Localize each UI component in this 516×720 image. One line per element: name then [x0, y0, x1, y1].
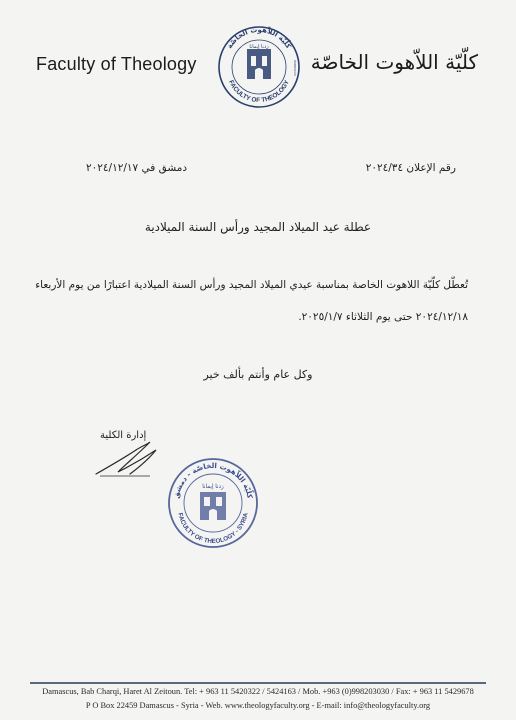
- footer-divider: [30, 682, 486, 684]
- announcement-number: رقم الإعلان ٢٠٢٤/٣٤: [365, 162, 456, 174]
- letter-subject: عطلة عيد الميلاد المجيد ورأس السنة الميلادية: [144, 220, 372, 234]
- handwritten-signature: [90, 436, 168, 480]
- faculty-name-arabic: كلّيّة اللاّهوت الخاصّة: [310, 50, 478, 74]
- faculty-name-english: Faculty of Theology: [36, 54, 197, 74]
- footer-address-line: Damascus, Bab Charqi, Haret Al Zeitoun. Tel: + 963 11 5420322 / 5424163 / Mob. +963 (0)998203030 / Fax: + 963 11 5429678: [42, 687, 474, 696]
- stamp-motto: زدنا إيمانا: [202, 484, 224, 490]
- stamp-english-text: FACULTY OF THEOLOGY - SYRIA: [176, 512, 250, 546]
- footer-contact-line: P O Box 22459 Damascus - Syria - Web. www.theologyfaculty.org - E-mail: info@theologyfaculty.org: [85, 701, 431, 710]
- administration-label: إدارة الكلية: [100, 430, 147, 441]
- body-line-2: ٢٠٢٤/١٢/١٨ حتى يوم الثلاثاء ٢٠٢٥/١/٧.: [298, 311, 468, 323]
- stamp-arabic-text: كلّيّة اللاّهوت الخاصّة - دمشق: [171, 460, 255, 500]
- logo-english-text: FACULTY OF THEOLOGY: [227, 79, 291, 105]
- place-date: دمشق في ٢٠٢٤/١٢/١٧: [86, 162, 188, 174]
- body-line-1: تُعطّل كلّيّة اللاهوت الخاصة بمناسبة عيدي الميلاد المجيد ورأس السنة الميلادية اعتبارًا من يوم الأربعاء: [35, 279, 468, 291]
- greeting: وكل عام وأنتم بألف خير: [203, 368, 313, 381]
- logo-motto: زدنا إيمانا: [249, 44, 269, 50]
- logo-arabic-text: كلّيّة اللاّهوت الخاصّة: [225, 25, 293, 51]
- faculty-logo: [217, 18, 301, 118]
- logo-side-text: DAMASCUS: [293, 60, 297, 76]
- official-stamp: [166, 456, 260, 550]
